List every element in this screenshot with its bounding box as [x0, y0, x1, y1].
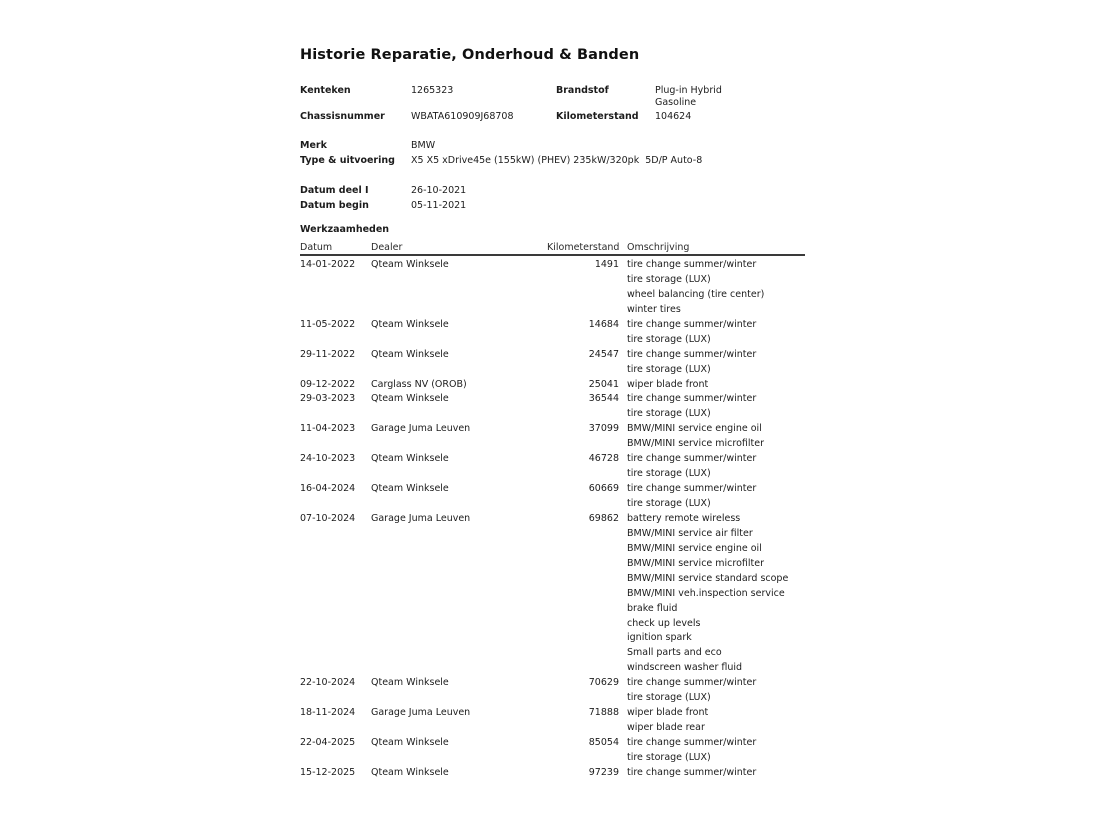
omschrijving-line: BMW/MINI veh.inspection service — [627, 587, 785, 599]
row-omschrijving — [619, 392, 805, 422]
type-uitvoering-value: X5 X5 xDrive45e (155kW) (PHEV) 235kW/320pk 5D/P Auto-8 — [411, 155, 703, 166]
report-content — [300, 0, 805, 829]
omschrijving-line: wiper blade front — [627, 707, 709, 719]
info-row-merk — [300, 140, 805, 152]
omschrijving-line: BMW/MINI service microfilter — [627, 557, 765, 569]
row-omschrijving — [619, 378, 805, 393]
table-row — [300, 676, 805, 706]
row-datum: 22-04-2025 — [300, 737, 356, 748]
table-row — [300, 482, 805, 512]
omschrijving-line: battery remote wireless — [627, 512, 741, 524]
omschrijving-line: Small parts and eco — [627, 647, 722, 659]
omschrijving-line: tire change summer/winter — [627, 677, 757, 689]
row-dealer: Garage Juma Leuven — [371, 707, 471, 719]
table-row — [300, 392, 805, 422]
row-kilometerstand: 71888 — [588, 707, 619, 719]
werkzaamheden-table-body — [300, 258, 805, 781]
row-kilometerstand: 36544 — [588, 393, 619, 405]
row-datum: 18-11-2024 — [300, 707, 356, 719]
row-omschrijving — [619, 422, 805, 452]
omschrijving-line: check up levels — [627, 617, 701, 629]
row-datum: 14-01-2022 — [300, 259, 356, 270]
table-row — [300, 378, 805, 393]
chassisnummer-value: WBATA610909J68708 — [411, 111, 514, 122]
info-row-type-uitvoering — [300, 155, 805, 167]
row-datum: 11-05-2022 — [300, 318, 356, 330]
row-kilometerstand: 69862 — [588, 512, 619, 524]
omschrijving-line: wheel balancing (tire center) — [627, 288, 765, 300]
omschrijving-line: tire change summer/winter — [627, 737, 757, 748]
omschrijving-line: BMW/MINI service standard scope — [627, 572, 789, 584]
merk-value: BMW — [411, 140, 436, 151]
info-row-datum-deel-1 — [300, 185, 805, 197]
omschrijving-line: tire change summer/winter — [627, 259, 757, 270]
row-dealer: Qteam Winksele — [371, 348, 449, 360]
datum-begin-label: Datum begin — [300, 200, 369, 211]
row-kilometerstand: 14684 — [588, 318, 619, 330]
omschrijving-line: tire storage (LUX) — [627, 692, 711, 704]
row-dealer: Qteam Winksele — [371, 259, 449, 270]
column-header-omschrijving: Omschrijving — [627, 242, 690, 253]
row-kilometerstand: 24547 — [588, 348, 619, 360]
row-omschrijving — [619, 348, 805, 378]
werkzaamheden-heading: Werkzaamheden — [300, 224, 390, 235]
datum-deel-1-label: Datum deel I — [300, 185, 369, 196]
table-row — [300, 452, 805, 482]
column-header-dealer: Dealer — [371, 242, 403, 253]
omschrijving-line: tire change summer/winter — [627, 393, 757, 405]
row-dealer: Qteam Winksele — [371, 677, 449, 689]
row-omschrijving — [619, 706, 805, 736]
omschrijving-line: BMW/MINI service air filter — [627, 527, 753, 539]
omschrijving-line: tire storage (LUX) — [627, 408, 711, 420]
row-kilometerstand: 60669 — [588, 483, 619, 495]
row-dealer: Garage Juma Leuven — [371, 512, 471, 524]
kenteken-value: 1265323 — [411, 85, 454, 96]
type-uitvoering-label: Type & uitvoering — [300, 155, 395, 166]
row-kilometerstand: 25041 — [588, 378, 619, 390]
omschrijving-line: brake fluid — [627, 602, 678, 614]
brandstof-value-line1: Plug-in Hybrid — [655, 85, 722, 96]
row-datum: 15-12-2025 — [300, 766, 356, 778]
row-omschrijving — [619, 318, 805, 348]
row-dealer: Garage Juma Leuven — [371, 423, 471, 435]
row-datum: 09-12-2022 — [300, 378, 356, 390]
row-dealer: Qteam Winksele — [371, 737, 449, 748]
row-datum: 11-04-2023 — [300, 423, 356, 435]
table-row — [300, 736, 805, 766]
row-omschrijving — [619, 676, 805, 706]
row-kilometerstand: 70629 — [588, 677, 619, 689]
row-omschrijving — [619, 482, 805, 512]
info-row-kenteken-brandstof — [300, 85, 805, 108]
table-row — [300, 318, 805, 348]
table-row — [300, 512, 805, 676]
omschrijving-line: tire storage (LUX) — [627, 273, 711, 285]
merk-label: Merk — [300, 140, 327, 151]
datum-begin-value: 05-11-2021 — [411, 200, 467, 211]
row-datum: 22-10-2024 — [300, 677, 356, 689]
omschrijving-line: tire storage (LUX) — [627, 498, 711, 509]
table-row — [300, 422, 805, 452]
brandstof-value-line2: Gasoline — [655, 96, 697, 108]
omschrijving-line: windscreen washer fluid — [627, 662, 743, 674]
omschrijving-line: tire storage (LUX) — [627, 333, 711, 345]
row-dealer: Carglass NV (OROB) — [371, 378, 467, 390]
row-dealer: Qteam Winksele — [371, 318, 449, 330]
kilometerstand-label: Kilometerstand — [556, 111, 639, 122]
info-row-chassis-kilometerstand — [300, 111, 805, 123]
omschrijving-line: BMW/MINI service engine oil — [627, 423, 762, 435]
row-kilometerstand: 97239 — [588, 766, 619, 778]
row-dealer: Qteam Winksele — [371, 453, 449, 465]
row-dealer: Qteam Winksele — [371, 483, 449, 495]
omschrijving-line: wiper blade rear — [627, 722, 705, 734]
row-omschrijving — [619, 736, 805, 766]
column-header-datum: Datum — [300, 242, 333, 253]
kenteken-label: Kenteken — [300, 85, 351, 96]
table-header-rule — [300, 254, 805, 256]
brandstof-value — [655, 85, 805, 108]
omschrijving-line: tire change summer/winter — [627, 348, 757, 360]
info-row-datum-begin — [300, 200, 805, 212]
report-title: Historie Reparatie, Onderhoud & Banden — [300, 47, 640, 63]
row-datum: 29-03-2023 — [300, 393, 356, 405]
omschrijving-line: tire change summer/winter — [627, 483, 757, 495]
omschrijving-line: tire storage (LUX) — [627, 468, 711, 480]
row-omschrijving — [619, 766, 805, 781]
table-row — [300, 348, 805, 378]
column-header-kilometerstand: Kilometerstand — [547, 242, 620, 253]
omschrijving-line: ignition spark — [627, 632, 692, 644]
table-row — [300, 258, 805, 318]
omschrijving-line: winter tires — [627, 303, 681, 315]
row-datum: 16-04-2024 — [300, 483, 356, 495]
row-omschrijving — [619, 452, 805, 482]
kilometerstand-value: 104624 — [655, 111, 692, 122]
row-dealer: Qteam Winksele — [371, 766, 449, 778]
row-dealer: Qteam Winksele — [371, 393, 449, 405]
row-datum: 29-11-2022 — [300, 348, 356, 360]
row-kilometerstand: 37099 — [588, 423, 619, 435]
omschrijving-line: tire change summer/winter — [627, 318, 757, 330]
table-row — [300, 766, 805, 781]
row-kilometerstand: 46728 — [588, 453, 619, 465]
omschrijving-line: BMW/MINI service microfilter — [627, 438, 765, 450]
row-kilometerstand: 85054 — [588, 737, 619, 748]
table-row — [300, 706, 805, 736]
omschrijving-line: tire storage (LUX) — [627, 363, 711, 375]
omschrijving-line: BMW/MINI service engine oil — [627, 542, 762, 554]
omschrijving-line: tire storage (LUX) — [627, 751, 711, 763]
omschrijving-line: tire change summer/winter — [627, 766, 757, 778]
omschrijving-line: wiper blade front — [627, 378, 709, 390]
datum-deel-1-value: 26-10-2021 — [411, 185, 467, 196]
row-datum: 07-10-2024 — [300, 512, 356, 524]
brandstof-label: Brandstof — [556, 85, 609, 96]
row-omschrijving — [619, 258, 805, 318]
row-datum: 24-10-2023 — [300, 453, 356, 465]
chassisnummer-label: Chassisnummer — [300, 111, 385, 122]
row-kilometerstand: 1491 — [594, 259, 619, 270]
row-omschrijving — [619, 512, 805, 676]
omschrijving-line: tire change summer/winter — [627, 453, 757, 465]
